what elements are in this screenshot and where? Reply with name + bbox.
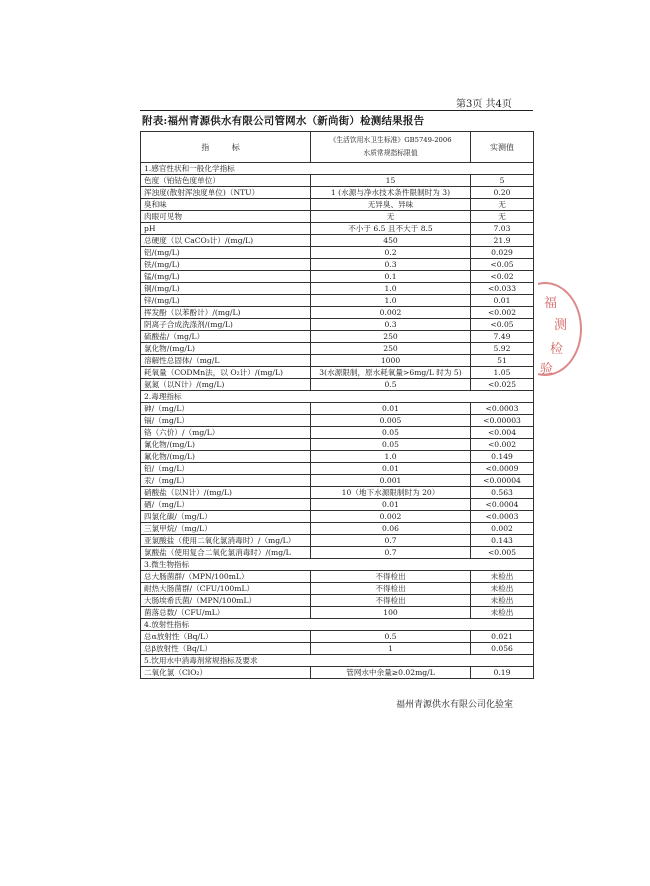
table-row xyxy=(141,235,534,247)
standard-limit-cell: 3(水源限制，原水耗氧量>6mg/L 时为 5) xyxy=(311,367,471,379)
indicator-name-cell: 挥发酚（以苯酚计）/(mg/L) xyxy=(141,307,311,319)
table-row xyxy=(141,403,534,415)
table-row xyxy=(141,535,534,547)
section-heading: 4.放射性指标 xyxy=(141,619,534,631)
measured-value-cell: 21.9 xyxy=(471,235,534,247)
table-row xyxy=(141,367,534,379)
measured-value-cell: 0.021 xyxy=(471,631,534,643)
table-row xyxy=(141,451,534,463)
standard-limit-cell: 0.7 xyxy=(311,547,471,559)
table-section-row xyxy=(141,391,534,403)
standard-limit-cell: 不小于 6.5 且不大于 8.5 xyxy=(311,223,471,235)
standard-limit-cell: 1.0 xyxy=(311,295,471,307)
indicator-name-cell: 锰/(mg/L) xyxy=(141,271,311,283)
indicator-name-cell: 氯化物/(mg/L) xyxy=(141,343,311,355)
indicator-name-cell: 硝酸盐（以N计）/(mg/L) xyxy=(141,487,311,499)
indicator-name-cell: 氟化物/(mg/L) xyxy=(141,451,311,463)
standard-limit-cell: 0.01 xyxy=(311,463,471,475)
measured-value-cell: <0.004 xyxy=(471,427,534,439)
standard-limit-cell: 0.002 xyxy=(311,307,471,319)
standard-limit-cell: 0.002 xyxy=(311,511,471,523)
standard-limit-cell: 不得检出 xyxy=(311,583,471,595)
standard-limit-cell: 250 xyxy=(311,331,471,343)
measured-value-cell: 7.03 xyxy=(471,223,534,235)
standard-limit-cell: 1 xyxy=(311,643,471,655)
measured-value-cell: <0.00003 xyxy=(471,415,534,427)
table-row xyxy=(141,595,534,607)
indicator-name-cell: pH xyxy=(141,223,311,235)
measured-value-cell: 51 xyxy=(471,355,534,367)
standard-limit-cell: 0.3 xyxy=(311,319,471,331)
measured-value-cell: 0.01 xyxy=(471,295,534,307)
table-row xyxy=(141,331,534,343)
results-table xyxy=(140,131,534,679)
measured-value-cell: <0.00004 xyxy=(471,475,534,487)
measured-value-cell: 5.92 xyxy=(471,343,534,355)
indicator-name-cell: 菌落总数/（CFU/mL） xyxy=(141,607,311,619)
measured-value-cell: 未检出 xyxy=(471,583,534,595)
standard-limit-cell: 0.2 xyxy=(311,247,471,259)
measured-value-cell: 未检出 xyxy=(471,595,534,607)
indicator-name-cell: 耗氧量（CODMn法，以 O₂计）/(mg/L) xyxy=(141,367,311,379)
measured-value-cell: <0.033 xyxy=(471,283,534,295)
indicator-name-cell: 锌/(mg/L) xyxy=(141,295,311,307)
indicator-name-cell: 铅/（mg/L） xyxy=(141,463,311,475)
standard-limit-cell: 1 (水源与净水技术条件限制时为 3) xyxy=(311,187,471,199)
standard-limit-cell: 无 xyxy=(311,211,471,223)
seal-char: 福 xyxy=(544,296,558,311)
standard-limit-cell: 100 xyxy=(311,607,471,619)
indicator-name-cell: 肉眼可见物 xyxy=(141,211,311,223)
standard-limit-cell: 450 xyxy=(311,235,471,247)
table-row xyxy=(141,211,534,223)
table-row xyxy=(141,571,534,583)
table-row xyxy=(141,463,534,475)
section-heading: 5.饮用水中消毒剂常规指标及要求 xyxy=(141,655,534,667)
indicator-name-cell: 总大肠菌群/（MPN/100mL） xyxy=(141,571,311,583)
table-row xyxy=(141,259,534,271)
standard-limit-cell: 0.005 xyxy=(311,415,471,427)
table-section-row xyxy=(141,163,534,175)
table-header-row xyxy=(141,132,534,163)
table-row xyxy=(141,439,534,451)
indicator-name-cell: 溶解性总固体/（mg/L xyxy=(141,355,311,367)
table-row xyxy=(141,271,534,283)
table-section-row xyxy=(141,619,534,631)
indicator-name-cell: 总α放射性（Bq/L） xyxy=(141,631,311,643)
table-row xyxy=(141,199,534,211)
table-row xyxy=(141,511,534,523)
table-row xyxy=(141,583,534,595)
indicator-name-cell: 氯酸盐（使用复合二氧化氯消毒时）/(mg/L xyxy=(141,547,311,559)
standard-limit-cell: 250 xyxy=(311,343,471,355)
standard-limit-cell: 10（地下水源限制时为 20） xyxy=(311,487,471,499)
measured-value-cell: <0.002 xyxy=(471,439,534,451)
standard-limit-cell: 0.3 xyxy=(311,259,471,271)
measured-value-cell: 0.20 xyxy=(471,187,534,199)
table-row xyxy=(141,295,534,307)
standard-limit-cell: 0.5 xyxy=(311,379,471,391)
standard-limit-cell: 1.0 xyxy=(311,451,471,463)
section-heading: 2.毒理指标 xyxy=(141,391,534,403)
table-row xyxy=(141,487,534,499)
measured-value-cell: 无 xyxy=(471,199,534,211)
standard-limit-cell: 15 xyxy=(311,175,471,187)
indicator-name-cell: 亚氯酸盐（使用二氧化氯消毒时）/（mg/L） xyxy=(141,535,311,547)
seal-char: 验 xyxy=(540,362,554,377)
standard-header-line2: 水质常规指标限值 xyxy=(363,149,418,157)
standard-limit-cell: 0.5 xyxy=(311,631,471,643)
measured-value-cell: <0.02 xyxy=(471,271,534,283)
table-row xyxy=(141,667,534,679)
table-row xyxy=(141,523,534,535)
lab-signature: 福州青源供水有限公司化验室 xyxy=(396,700,514,710)
standard-limit-cell: 1000 xyxy=(311,355,471,367)
indicator-name-cell: 大肠埃希氏菌/（MPN/100mL） xyxy=(141,595,311,607)
table-row xyxy=(141,475,534,487)
measured-value-cell: <0.0003 xyxy=(471,511,534,523)
indicator-name-cell: 耐热大肠菌群/（CFU/100mL） xyxy=(141,583,311,595)
indicator-name-cell: 镉/（mg/L） xyxy=(141,415,311,427)
standard-column-header xyxy=(311,132,471,163)
table-row xyxy=(141,547,534,559)
measured-value-cell: <0.005 xyxy=(471,547,534,559)
table-row xyxy=(141,247,534,259)
indicator-name-cell: 氨氮（以N计）/(mg/L) xyxy=(141,379,311,391)
measured-value-cell: <0.05 xyxy=(471,259,534,271)
standard-limit-cell: 0.01 xyxy=(311,499,471,511)
measured-value-cell: <0.0009 xyxy=(471,463,534,475)
measured-value-cell: 0.149 xyxy=(471,451,534,463)
official-seal xyxy=(538,282,584,380)
indicator-name-cell: 氰化物/(mg/L) xyxy=(141,439,311,451)
item-column-header: 指 标 xyxy=(141,132,311,163)
indicator-name-cell: 臭和味 xyxy=(141,199,311,211)
table-row xyxy=(141,499,534,511)
indicator-name-cell: 色度（铂钴色度单位） xyxy=(141,175,311,187)
table-body xyxy=(141,163,534,679)
indicator-name-cell: 硒/（mg/L） xyxy=(141,499,311,511)
table-row xyxy=(141,343,534,355)
table-row xyxy=(141,379,534,391)
indicator-name-cell: 铁/(mg/L) xyxy=(141,259,311,271)
table-row xyxy=(141,631,534,643)
standard-limit-cell: 0.05 xyxy=(311,427,471,439)
indicator-name-cell: 浑浊度(散射浑浊度单位)（NTU） xyxy=(141,187,311,199)
header-rule xyxy=(140,110,533,111)
measured-value-cell: 0.029 xyxy=(471,247,534,259)
measured-value-cell: <0.0003 xyxy=(471,403,534,415)
standard-limit-cell: 管网水中余量≥0.02mg/L xyxy=(311,667,471,679)
measured-value-cell: <0.0004 xyxy=(471,499,534,511)
measured-value-cell: 未检出 xyxy=(471,607,534,619)
standard-limit-cell: 不得检出 xyxy=(311,595,471,607)
standard-limit-cell: 0.06 xyxy=(311,523,471,535)
measured-value-cell: 5 xyxy=(471,175,534,187)
table-row xyxy=(141,643,534,655)
standard-limit-cell: 0.7 xyxy=(311,535,471,547)
section-heading: 3.微生物指标 xyxy=(141,559,534,571)
indicator-name-cell: 硫酸盐/（mg/L） xyxy=(141,331,311,343)
indicator-name-cell: 铬（六价）/（mg/L） xyxy=(141,427,311,439)
measured-value-cell: <0.002 xyxy=(471,307,534,319)
indicator-name-cell: 二氧化氯（ClO₂） xyxy=(141,667,311,679)
indicator-name-cell: 三氯甲烷/（mg/L） xyxy=(141,523,311,535)
page-number: 第3页 共4页 xyxy=(456,99,512,110)
measured-value-cell: <0.05 xyxy=(471,319,534,331)
measured-value-cell: 0.143 xyxy=(471,535,534,547)
measured-value-cell: 7.49 xyxy=(471,331,534,343)
seal-char: 检 xyxy=(550,342,564,357)
table-row xyxy=(141,319,534,331)
table-row xyxy=(141,355,534,367)
table-section-row xyxy=(141,655,534,667)
measured-value-cell: 1.05 xyxy=(471,367,534,379)
measured-value-cell: <0.025 xyxy=(471,379,534,391)
table-row xyxy=(141,307,534,319)
table-row xyxy=(141,175,534,187)
measured-value-cell: 未检出 xyxy=(471,571,534,583)
seal-char: 测 xyxy=(554,318,568,333)
standard-limit-cell: 0.05 xyxy=(311,439,471,451)
standard-limit-cell: 1.0 xyxy=(311,283,471,295)
table-row xyxy=(141,283,534,295)
standard-limit-cell: 0.1 xyxy=(311,271,471,283)
section-heading: 1.感官性状和一般化学指标 xyxy=(141,163,534,175)
measured-column-header: 实测值 xyxy=(471,132,534,163)
measured-value-cell: 0.19 xyxy=(471,667,534,679)
indicator-name-cell: 铝/(mg/L) xyxy=(141,247,311,259)
report-title: 附表:福州青源供水有限公司管网水（新尚街）检测结果报告 xyxy=(142,115,425,127)
indicator-name-cell: 铜/(mg/L) xyxy=(141,283,311,295)
indicator-name-cell: 砷/（mg/L） xyxy=(141,403,311,415)
standard-limit-cell: 0.001 xyxy=(311,475,471,487)
table-section-row xyxy=(141,559,534,571)
indicator-name-cell: 汞/（mg/L） xyxy=(141,475,311,487)
measured-value-cell: 无 xyxy=(471,211,534,223)
standard-limit-cell: 无异臭、异味 xyxy=(311,199,471,211)
indicator-name-cell: 阴离子合成洗涤剂/(mg/L) xyxy=(141,319,311,331)
table-row xyxy=(141,415,534,427)
standard-header-line1: 《生活饮用水卫生标准》GB5749-2006 xyxy=(329,136,452,144)
measured-value-cell: 0.563 xyxy=(471,487,534,499)
standard-limit-cell: 不得检出 xyxy=(311,571,471,583)
table-row xyxy=(141,427,534,439)
table-row xyxy=(141,223,534,235)
indicator-name-cell: 四氯化碳/（mg/L） xyxy=(141,511,311,523)
indicator-name-cell: 总β放射性（Bq/L） xyxy=(141,643,311,655)
indicator-name-cell: 总硬度（以 CaCO₃计）/(mg/L) xyxy=(141,235,311,247)
measured-value-cell: 0.056 xyxy=(471,643,534,655)
table-row xyxy=(141,607,534,619)
standard-limit-cell: 0.01 xyxy=(311,403,471,415)
table-row xyxy=(141,187,534,199)
measured-value-cell: 0.002 xyxy=(471,523,534,535)
